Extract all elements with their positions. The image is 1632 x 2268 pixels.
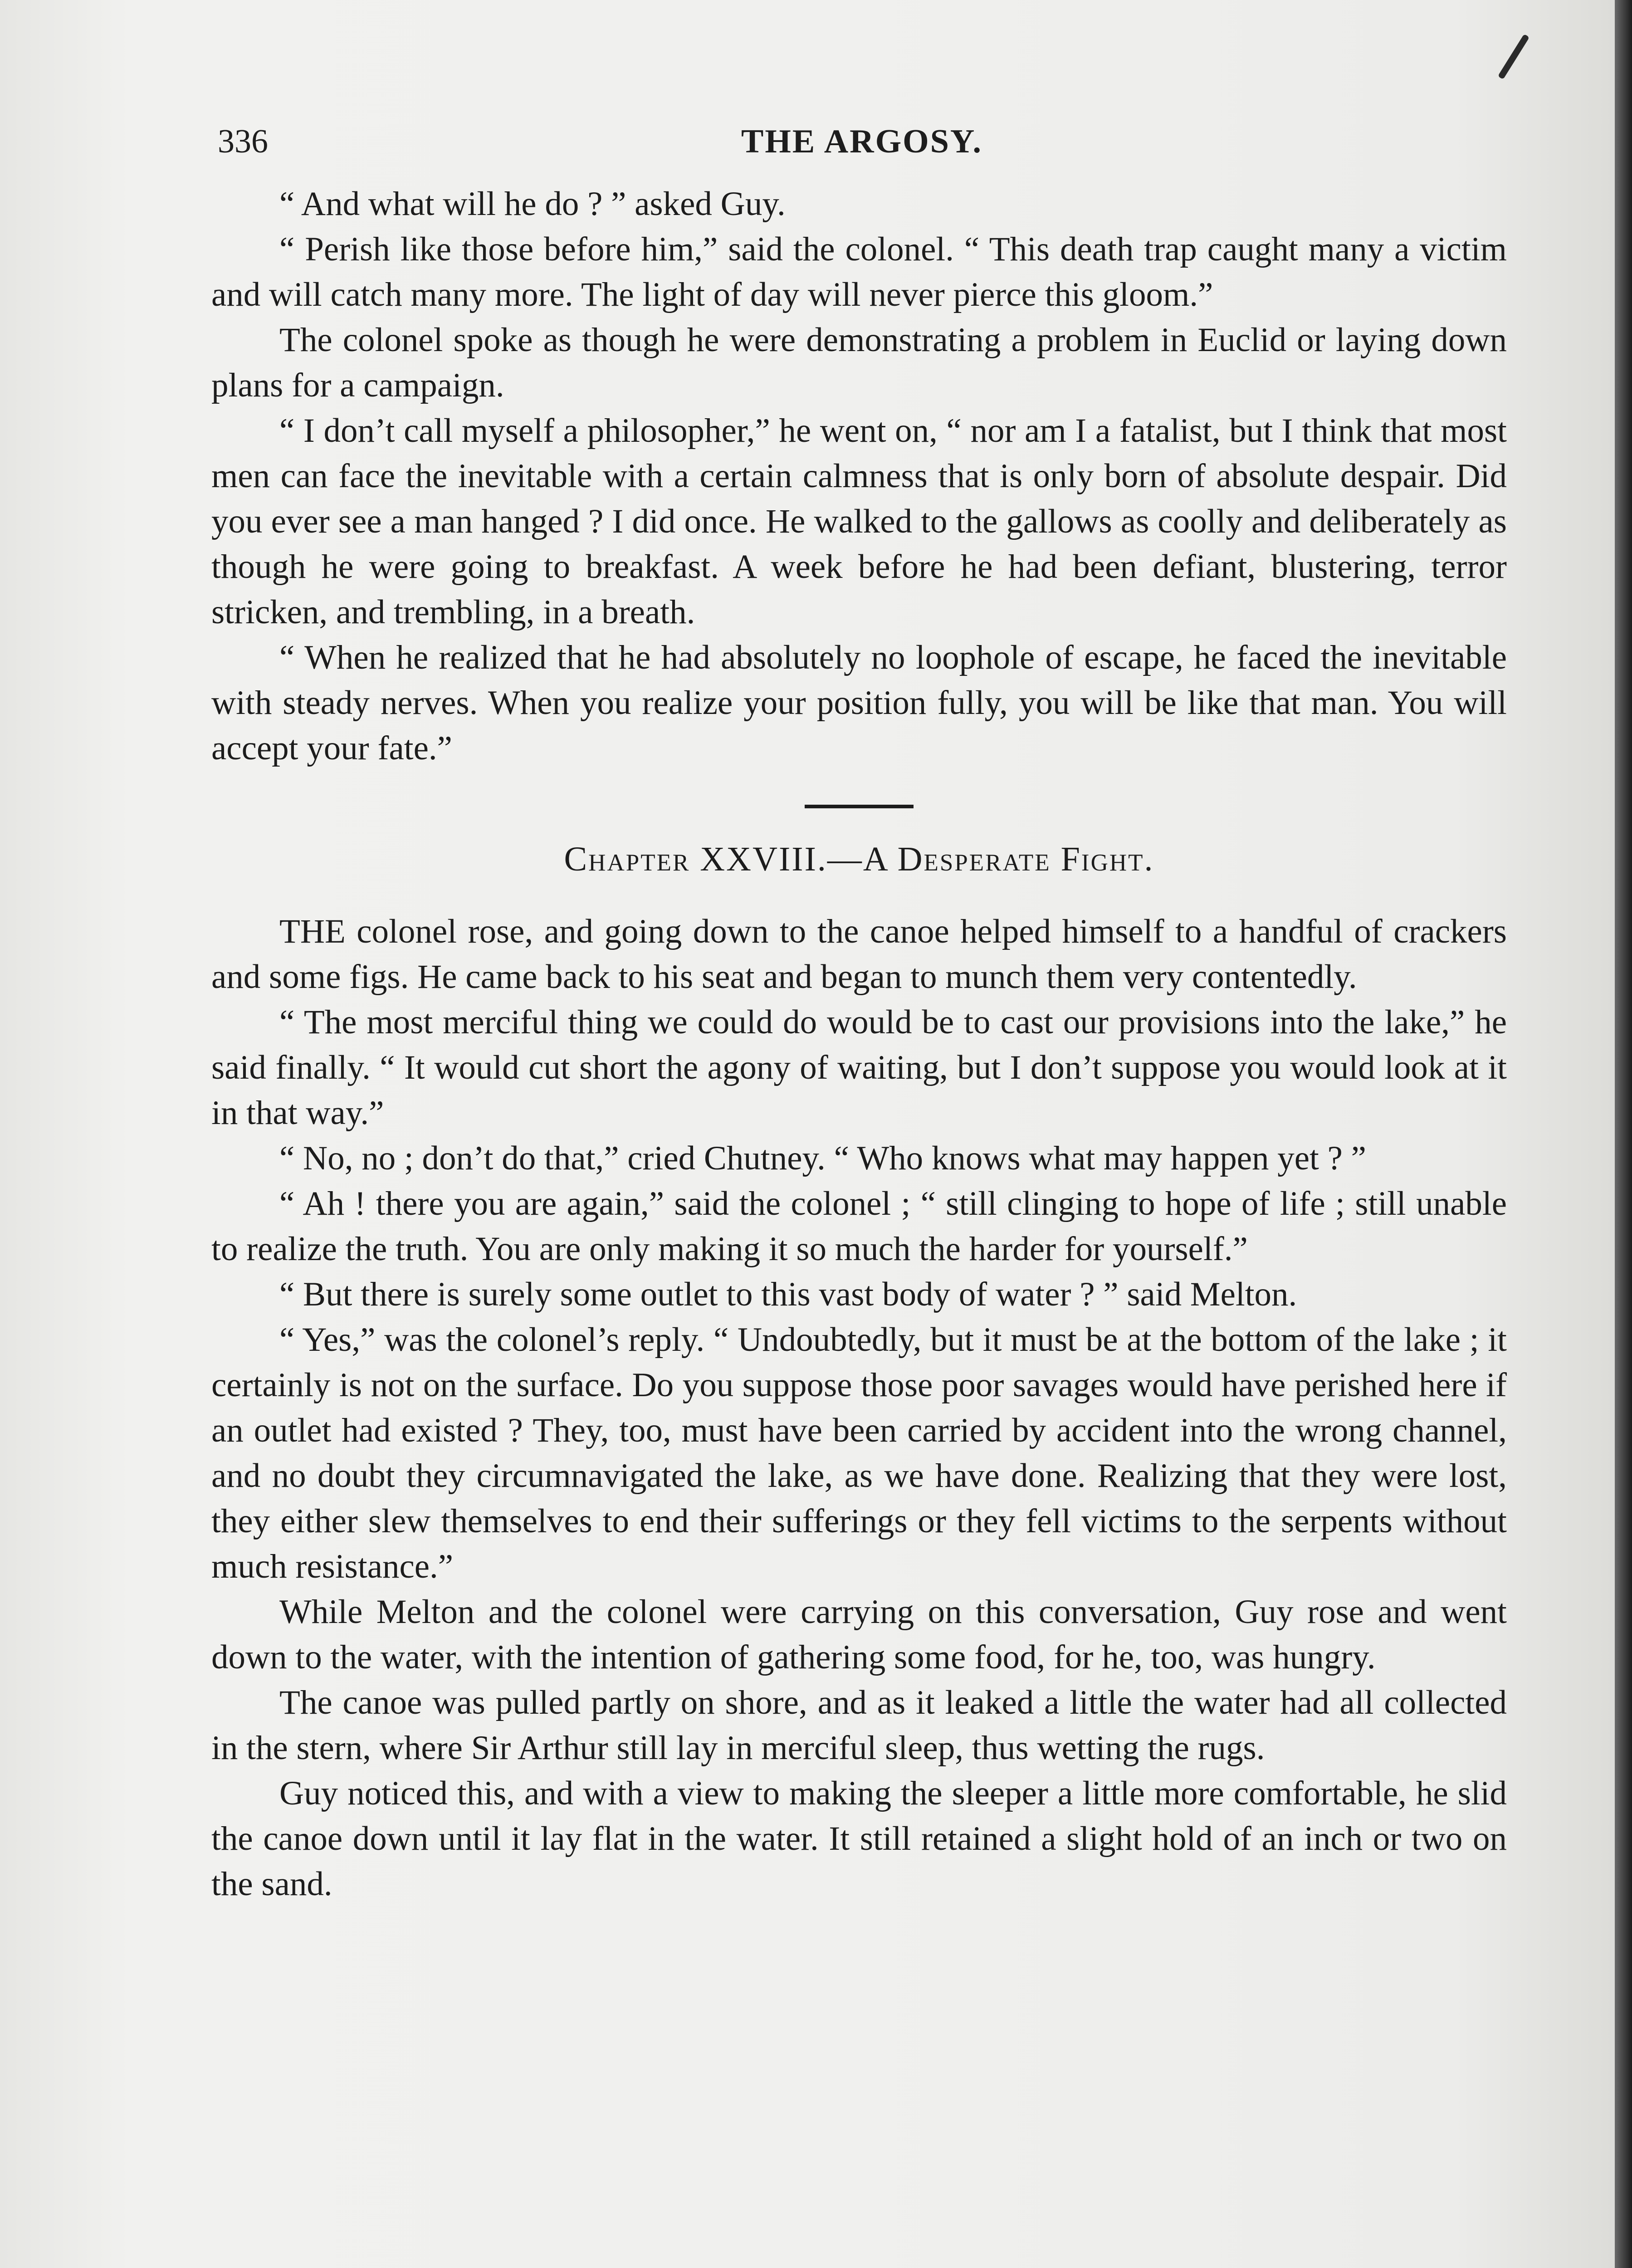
scan-edge	[1615, 0, 1632, 2268]
pencil-mark	[1498, 34, 1529, 80]
paragraph: “ But there is surely some outlet to this vast body of water ? ” said Melton.	[279, 1276, 1297, 1313]
paragraph: “ Yes,” was the colonel’s reply. “ Undoubtedly, but it must be at the bottom of the lake ; it certainly is not on the surface. Do you suppose those poor savages would have perished here if an outlet had existed ? They, too, must have been carried by accident into the wrong channel, and no doubt they circumnavigated the lake, as we have done. Realizing that they were lost, they either slew themselves to end their sufferings or they fell victims to the serpents without much resistance.”	[211, 1321, 1507, 1585]
page-header	[218, 119, 1506, 169]
paragraph: The colonel spoke as though he were demonstrating a problem in Euclid or laying down plans for a campaign.	[211, 321, 1507, 404]
paragraph: The canoe was pulled partly on shore, and as it leaked a little the water had all collected in the stern, where Sir Arthur still lay in merciful sleep, thus wetting the rugs.	[211, 1684, 1507, 1767]
page-number: 336	[218, 123, 268, 160]
paragraph: THE colonel rose, and going down to the canoe helped himself to a handful of crackers and some figs. He came back to his seat and began to munch them very contentedly.	[211, 913, 1507, 996]
paragraph: While Melton and the colonel were carrying on this conversation, Guy rose and went down to the water, with the intention of gathering some food, for he, too, was hungry.	[211, 1593, 1507, 1676]
paragraph: “ When he realized that he had absolutely no loophole of escape, he faced the inevitable with steady nerves. When you realize your position fully, you will be like that man. You will accept your fate.”	[211, 639, 1507, 767]
paragraph: “ And what will he do ? ” asked Guy.	[279, 185, 786, 223]
paragraph: Guy noticed this, and with a view to making the sleeper a little more comfortable, he slid the canoe down until it lay flat in the water. It still retained a slight hold of an inch or two on the sand.	[211, 1774, 1507, 1903]
paragraph: “ The most merciful thing we could do would be to cast our provisions into the lake,” he said finally. “ It would cut short the agony of waiting, but I don’t suppose you would look at it in that way.”	[211, 1003, 1507, 1132]
running-head: THE ARGOSY.	[741, 123, 982, 160]
section-divider	[805, 805, 914, 808]
paragraph: “ Perish like those before him,” said the colonel. “ This death trap caught many a victim and will catch many more. The light of day will never pierce this gloom.”	[211, 230, 1507, 313]
paragraph: “ Ah ! there you are again,” said the colonel ; “ still clinging to hope of life ; still unable to realize the truth. You are only making it so much the harder for yourself.”	[211, 1185, 1507, 1268]
chapter-heading: Chapter XXVIII.—A Desperate Fight.	[564, 840, 1154, 878]
paragraph: “ I don’t call myself a philosopher,” he went on, “ nor am I a fatalist, but I think that most men can face the inevitable with a certain calmness that is only born of absolute despair. Did you ever see a man hanged ? I did once. He walked to the gallows as coolly and deliberately as though he were going to breakfast. A week before he had been defiant, blustering, terror stricken, and trembling, in a breath.	[211, 412, 1507, 631]
paragraph: “ No, no ; don’t do that,” cried Chutney. “ Who knows what may happen yet ? ”	[279, 1139, 1366, 1177]
body-text	[211, 181, 1507, 1907]
